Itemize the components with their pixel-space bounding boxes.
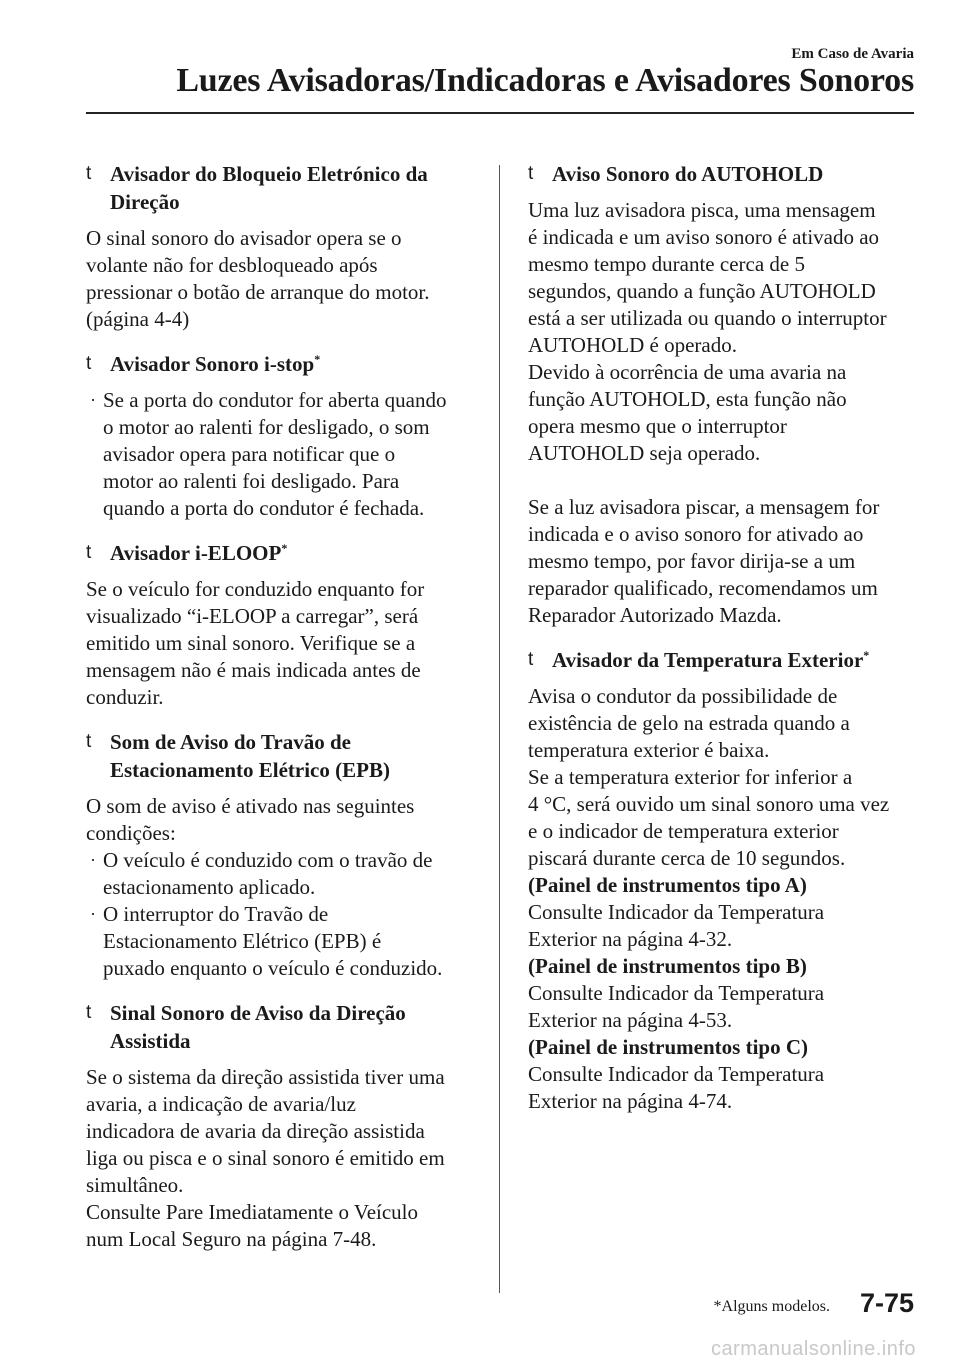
heading-bullet-icon: t <box>86 353 92 374</box>
section-outside-temp-warning <box>528 646 920 1115</box>
heading-bullet-icon: t <box>86 542 92 563</box>
list-item: · O interruptor do Travão de Estacionamento Elétrico (EPB) é puxado enquanto o veículo é conduzido. <box>90 902 443 980</box>
header-rule <box>86 112 914 114</box>
body-text: O som de aviso é ativado nas seguintes condições: <box>86 794 415 845</box>
section-heading: t Avisador da Temperatura Exterior* <box>528 648 870 672</box>
section-heading: t Avisador i-ELOOP* <box>86 541 288 565</box>
page-number: 7-75 <box>859 1288 914 1318</box>
heading-bullet-icon: t <box>86 1002 92 1023</box>
right-column <box>528 160 920 1132</box>
section-steering-lock-warning <box>86 160 476 333</box>
section-heading: t Avisador do Bloqueio Eletrónico da Direção <box>86 162 428 214</box>
watermark: carmanualsonline.info <box>710 1338 916 1360</box>
list-bullet-icon: · <box>90 850 96 870</box>
footnote-mark: * <box>314 352 321 366</box>
list-bullet-icon: · <box>90 390 96 410</box>
section-epb-warning <box>86 728 476 982</box>
heading-bullet-icon: t <box>86 731 92 752</box>
heading-bullet-icon: t <box>528 649 534 670</box>
panel-type-label: (Painel de instrumentos tipo C) <box>528 1035 808 1059</box>
section-heading: t Avisador Sonoro i-stop* <box>86 352 321 376</box>
panel-type-label: (Painel de instrumentos tipo B) <box>528 954 807 978</box>
section-heading: t Sinal Sonoro de Aviso da Direção Assistida <box>86 1001 406 1053</box>
footnote-mark: * <box>863 648 870 662</box>
body-text: Se o sistema da direção assistida tiver uma avaria, a indicação de avaria/luz indicadora de avaria da direção assistida liga ou pisca e o sinal sonoro é emitido em simultâneo. Consulte Pare Imediatamente o Veículo num Local Seguro na página 7-48. <box>86 1065 445 1251</box>
body-text: O sinal sonoro do avisador opera se o volante não for desbloqueado após pressionar o botão de arranque do motor. (página 4-4) <box>86 226 430 331</box>
heading-bullet-icon: t <box>86 163 92 184</box>
section-istop-beep <box>86 350 476 522</box>
section-autohold-beep <box>528 160 920 629</box>
panel-type-label: (Painel de instrumentos tipo A) <box>528 873 807 897</box>
footnote-mark: * <box>281 541 288 555</box>
footnote-text: *Alguns modelos. <box>713 1298 830 1315</box>
list-bullet-icon: · <box>90 904 96 924</box>
body-text: Uma luz avisadora pisca, uma mensagem é indicada e um aviso sonoro é ativado ao mesmo tempo durante cerca de 5 segundos, quando a função AUTOHOLD está a ser utilizada ou quando o interruptor AUTOHOLD é operado. Devido à ocorrência de uma avaria na função AUTOHOLD, esta função não opera mesmo que o interruptor AUTOHOLD seja operado. <box>528 198 887 465</box>
section-heading: t Aviso Sonoro do AUTOHOLD <box>528 162 824 186</box>
column-divider <box>499 165 500 1293</box>
list-item: · O veículo é conduzido com o travão de estacionamento aplicado. <box>90 848 433 899</box>
list-item: · Se a porta do condutor for aberta quando o motor ao ralenti for desligado, o som avisador opera para notificar que o motor ao ralenti foi desligado. Para quando a porta do condutor é fechada. <box>90 388 447 520</box>
header-section-label: Em Caso de Avaria <box>791 46 914 62</box>
heading-bullet-icon: t <box>528 163 534 184</box>
section-power-steering-warning <box>86 999 476 1253</box>
body-text: Se o veículo for conduzido enquanto for visualizado “i-ELOOP a carregar”, será emitido um sinal sonoro. Verifique se a mensagem não é mais indicada antes de conduzir. <box>86 577 425 709</box>
left-column <box>86 160 476 1270</box>
section-ieloop-beep <box>86 539 476 711</box>
page-title: Luzes Avisadoras/Indicadoras e Avisadores Sonoros <box>176 62 914 99</box>
section-heading: t Som de Aviso do Travão de Estacionamento Elétrico (EPB) <box>86 730 390 782</box>
body-text: Avisa o condutor da possibilidade de existência de gelo na estrada quando a temperatura exterior é baixa. Se a temperatura exterior for inferior a 4 °C, será ouvido um sinal sonoro uma vez e o indicador de temperatura exterior piscará durante cerca de 10 segundos. (Painel de instrumentos tipo A) Consulte Indicador da Temperatura Exterior na página 4-32. (Painel de instrumentos tipo B) Consulte Indicador da Temperatura Exterior na página 4-53. (Painel de instrumentos tipo C) Consulte Indicador da Temperatura Exterior na página 4-74. <box>528 684 890 1113</box>
body-text: Se a luz avisadora piscar, a mensagem for indicada e o aviso sonoro for ativado ao mesmo tempo, por favor dirija-se a um reparador qualificado, recomendamos um Reparador Autorizado Mazda. <box>528 495 880 627</box>
